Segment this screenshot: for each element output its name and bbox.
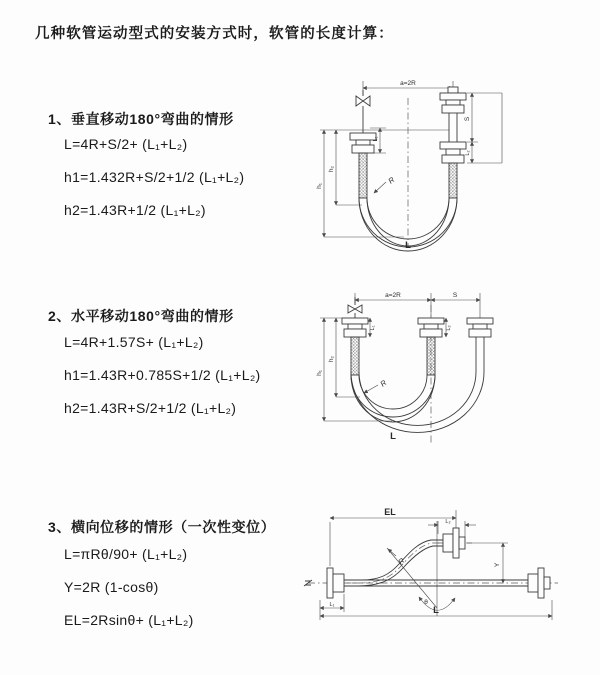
dim-label-l2: L₂ <box>445 519 451 525</box>
dim-label-l2: L₂ <box>465 150 471 156</box>
dim-label-l2: L₂ <box>446 325 452 331</box>
dim-label-el: EL <box>384 507 396 517</box>
dimension-lines <box>320 293 480 421</box>
hose-artwork <box>304 528 550 598</box>
radius-label: R <box>396 556 407 567</box>
dimension-lines <box>320 81 502 237</box>
dim-label-a2r: a=2R <box>385 292 401 299</box>
section-3-formula-Y: Y=2R (1-cosθ) <box>64 579 159 595</box>
angle-label-theta: θ <box>424 599 428 606</box>
dim-label-l1: L₁ <box>373 136 379 142</box>
section-3-formula-L: L=πRθ/90+ (L₁+L₂) <box>64 546 188 562</box>
dim-label-a2r: a=2R <box>400 80 416 87</box>
length-label: L <box>405 240 411 251</box>
section-1-formula-h2: h2=1.43R+1/2 (L₁+L₂) <box>64 202 206 218</box>
dim-label-s: S <box>464 116 471 122</box>
radius-label: R <box>386 175 397 186</box>
diagram-lateral-displacement <box>300 498 595 650</box>
section-2-formula-h1: h1=1.43R+0.785S+1/2 (L₁+L₂) <box>64 367 261 383</box>
section-1-formula-L: L=4R+S/2+ (L₁+L₂) <box>64 136 188 152</box>
dim-label-h1: h₁ <box>316 370 323 376</box>
section-1-formula-h1: h1=1.432R+S/2+1/2 (L₁+L₂) <box>64 169 245 185</box>
dim-label-h1: h₁ <box>316 183 323 189</box>
hose-artwork <box>350 87 466 251</box>
valve-icon <box>356 96 370 106</box>
page-title: 几种软管运动型式的安装方式时，软管的长度计算： <box>35 26 394 42</box>
dim-label-l1: L₁ <box>329 602 335 608</box>
dim-label-h2: h₂ <box>328 355 335 363</box>
section-3-formula-EL: EL=2Rsinθ+ (L₁+L₂) <box>64 612 194 628</box>
dim-label-l1: L₁ <box>370 325 376 331</box>
section-2-formula-h2: h2=1.43R+S/2+1/2 (L₁+L₂) <box>64 400 237 416</box>
hose-artwork <box>342 297 493 432</box>
section-2-heading: 2、水平移动180°弯曲的情形 <box>48 308 234 324</box>
dimension-lines <box>320 510 552 620</box>
diagram-horizontal-180-bend <box>312 281 562 453</box>
valve-icon <box>348 305 362 313</box>
length-label: L <box>433 605 439 616</box>
section-1-heading: 1、垂直移动180°弯曲的情形 <box>48 111 234 127</box>
radius-label: R <box>378 378 389 389</box>
dim-label-y: Y <box>494 562 501 568</box>
dim-label-h2: h₂ <box>328 165 335 173</box>
section-3-heading: 3、横向位移的情形（一次性变位） <box>48 519 276 535</box>
length-label: L <box>390 431 396 442</box>
dim-label-s: S <box>452 292 458 299</box>
diagram-vertical-180-bend <box>312 76 562 254</box>
section-2-formula-L: L=4R+1.57S+ (L₁+L₂) <box>64 334 204 350</box>
